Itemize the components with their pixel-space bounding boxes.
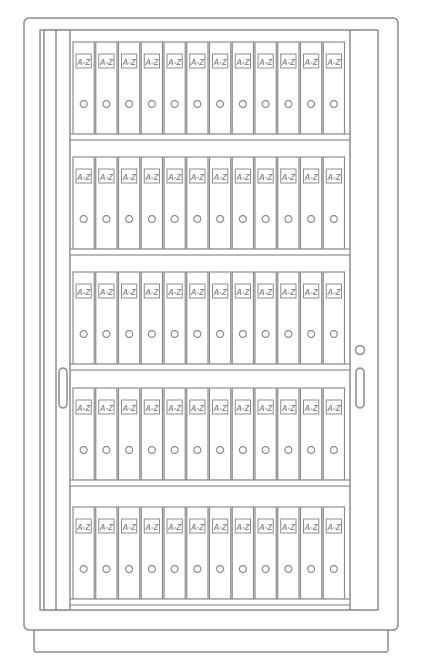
- binder: [187, 272, 208, 364]
- binder: [323, 272, 344, 364]
- binder-label: A-Z: [167, 173, 182, 182]
- binder-icon: [330, 447, 337, 454]
- binder: [301, 157, 322, 249]
- binder-icon: [126, 566, 133, 573]
- binder-icon: [330, 331, 337, 338]
- binder-icon: [148, 331, 155, 338]
- binder: [278, 42, 299, 134]
- binder-label: A-Z: [213, 173, 227, 182]
- binder-icon: [308, 447, 315, 454]
- binder: [119, 42, 140, 134]
- binder-label: A-Z: [258, 288, 273, 297]
- binder-label: A-Z: [190, 523, 205, 532]
- binder: [323, 42, 344, 134]
- binder-label: A-Z: [327, 523, 341, 532]
- binder-label: A-Z: [122, 173, 136, 182]
- binder-icon: [148, 101, 155, 108]
- binder-label: A-Z: [327, 58, 341, 67]
- binder-label: A-Z: [76, 404, 91, 413]
- binder-icon: [148, 566, 155, 573]
- binder: [323, 507, 344, 599]
- binder-label: A-Z: [167, 288, 182, 297]
- binder-icon: [103, 566, 110, 573]
- binder-label: A-Z: [145, 58, 159, 67]
- binder-label: A-Z: [236, 288, 250, 297]
- binder: [119, 507, 140, 599]
- door-handle-icon: [59, 368, 67, 408]
- binder-label: A-Z: [76, 173, 91, 182]
- binder-icon: [194, 216, 201, 223]
- binder-icon: [171, 566, 178, 573]
- binder-label: A-Z: [190, 288, 205, 297]
- binder-label: A-Z: [281, 523, 296, 532]
- binder-icon: [217, 566, 224, 573]
- binder-label: A-Z: [281, 58, 296, 67]
- shelf-board: [70, 364, 350, 370]
- binder: [141, 42, 162, 134]
- binder: [232, 42, 253, 134]
- binder-icon: [80, 216, 87, 223]
- binder-label: A-Z: [327, 288, 341, 297]
- binder: [255, 507, 276, 599]
- binder-label: A-Z: [304, 523, 318, 532]
- binder: [164, 507, 185, 599]
- binder: [232, 388, 253, 480]
- binder: [164, 272, 185, 364]
- binder: [187, 157, 208, 249]
- binder-label: A-Z: [190, 58, 205, 67]
- binder-label: A-Z: [236, 58, 250, 67]
- binder: [210, 272, 231, 364]
- binder-icon: [262, 216, 269, 223]
- binder: [73, 507, 94, 599]
- shelf-board: [70, 249, 350, 255]
- binder: [96, 42, 117, 134]
- binder-icon: [148, 447, 155, 454]
- binder: [210, 157, 231, 249]
- binder-icon: [262, 447, 269, 454]
- binder-icon: [80, 331, 87, 338]
- binder: [73, 157, 94, 249]
- binder-label: A-Z: [99, 58, 114, 67]
- binder: [278, 507, 299, 599]
- binder: [278, 272, 299, 364]
- binder-icon: [308, 101, 315, 108]
- shelf-4: [70, 388, 350, 486]
- binder-label: A-Z: [167, 404, 182, 413]
- binder: [301, 272, 322, 364]
- binder-label: A-Z: [213, 404, 227, 413]
- binder: [232, 507, 253, 599]
- left-door-edge: [44, 30, 70, 610]
- binder-icon: [285, 101, 292, 108]
- binder: [73, 42, 94, 134]
- shelves: [70, 42, 350, 605]
- binder-icon: [103, 101, 110, 108]
- binder-label: A-Z: [304, 404, 318, 413]
- shelf-1: [70, 42, 350, 140]
- binder-label: A-Z: [236, 173, 250, 182]
- binder-icon: [217, 447, 224, 454]
- binder-icon: [194, 101, 201, 108]
- binder: [119, 272, 140, 364]
- binder-icon: [217, 101, 224, 108]
- binder-label: A-Z: [304, 58, 318, 67]
- binder: [210, 388, 231, 480]
- binder-label: A-Z: [76, 523, 91, 532]
- binder-icon: [308, 331, 315, 338]
- binder-label: A-Z: [167, 523, 182, 532]
- binder-icon: [217, 331, 224, 338]
- binder-label: A-Z: [76, 58, 91, 67]
- binder-label: A-Z: [145, 173, 159, 182]
- binder: [301, 388, 322, 480]
- binder: [141, 272, 162, 364]
- binder: [255, 157, 276, 249]
- binder-label: A-Z: [145, 523, 159, 532]
- binder-icon: [262, 101, 269, 108]
- binder-icon: [239, 101, 246, 108]
- binder: [187, 388, 208, 480]
- binder-label: A-Z: [122, 58, 136, 67]
- binder: [96, 388, 117, 480]
- binder-icon: [80, 101, 87, 108]
- binder-label: A-Z: [145, 288, 159, 297]
- binder: [323, 157, 344, 249]
- binder-label: A-Z: [213, 523, 227, 532]
- binder-icon: [148, 216, 155, 223]
- binder-icon: [308, 216, 315, 223]
- binder-icon: [330, 216, 337, 223]
- binder-icon: [239, 331, 246, 338]
- binder: [141, 507, 162, 599]
- binder-icon: [194, 566, 201, 573]
- binder-icon: [80, 566, 87, 573]
- binder: [232, 157, 253, 249]
- binder-icon: [171, 216, 178, 223]
- binder-label: A-Z: [122, 288, 136, 297]
- binder-label: A-Z: [304, 288, 318, 297]
- binder-icon: [239, 447, 246, 454]
- binder-label: A-Z: [281, 288, 296, 297]
- binder-label: A-Z: [258, 404, 273, 413]
- binder-icon: [194, 331, 201, 338]
- binder: [255, 272, 276, 364]
- binder-label: A-Z: [167, 58, 182, 67]
- binder: [141, 388, 162, 480]
- binder: [164, 157, 185, 249]
- binder-label: A-Z: [327, 404, 341, 413]
- binder-icon: [126, 447, 133, 454]
- binder-label: A-Z: [258, 523, 273, 532]
- binder-label: A-Z: [99, 173, 114, 182]
- binder-label: A-Z: [258, 58, 273, 67]
- binder: [141, 157, 162, 249]
- binder-icon: [80, 447, 87, 454]
- binder-label: A-Z: [76, 288, 91, 297]
- binder-icon: [194, 447, 201, 454]
- binder-label: A-Z: [236, 404, 250, 413]
- binder: [210, 507, 231, 599]
- binder-icon: [126, 331, 133, 338]
- shelf-board: [70, 599, 350, 605]
- binder: [255, 388, 276, 480]
- binder-label: A-Z: [190, 404, 205, 413]
- binder: [301, 42, 322, 134]
- binder-icon: [285, 447, 292, 454]
- binder-label: A-Z: [190, 173, 205, 182]
- shelf-5: [70, 507, 350, 605]
- binder: [323, 388, 344, 480]
- binder: [164, 388, 185, 480]
- binder-label: A-Z: [99, 288, 114, 297]
- right-door-edge: [350, 30, 378, 610]
- binder-icon: [217, 216, 224, 223]
- binder: [278, 157, 299, 249]
- binder-label: A-Z: [281, 173, 296, 182]
- shelf-3: [70, 272, 350, 370]
- binder-icon: [171, 101, 178, 108]
- binder: [96, 272, 117, 364]
- binder-label: A-Z: [122, 404, 136, 413]
- shelf-2: [70, 157, 350, 255]
- binder-icon: [262, 566, 269, 573]
- binder-label: A-Z: [213, 58, 227, 67]
- door-handle-icon: [356, 368, 364, 408]
- binder-icon: [262, 331, 269, 338]
- binder-icon: [103, 447, 110, 454]
- binder: [119, 157, 140, 249]
- binder-icon: [126, 216, 133, 223]
- binder-label: A-Z: [327, 173, 341, 182]
- binder-icon: [171, 447, 178, 454]
- binder-label: A-Z: [145, 404, 159, 413]
- binder-icon: [308, 566, 315, 573]
- binder: [187, 507, 208, 599]
- binder-icon: [330, 566, 337, 573]
- binder: [301, 507, 322, 599]
- binder: [255, 42, 276, 134]
- binder-label: A-Z: [213, 288, 227, 297]
- binder-label: A-Z: [99, 404, 114, 413]
- binder-icon: [171, 331, 178, 338]
- binder-icon: [330, 101, 337, 108]
- binder: [73, 388, 94, 480]
- binder-icon: [239, 566, 246, 573]
- binder: [232, 272, 253, 364]
- binder: [210, 42, 231, 134]
- binder: [187, 42, 208, 134]
- binder: [164, 42, 185, 134]
- binder: [96, 507, 117, 599]
- binder-label: A-Z: [258, 173, 273, 182]
- shelf-board: [70, 134, 350, 140]
- binder-icon: [285, 331, 292, 338]
- binder: [278, 388, 299, 480]
- binder: [96, 157, 117, 249]
- binder-icon: [285, 566, 292, 573]
- binder: [73, 272, 94, 364]
- binder-label: A-Z: [122, 523, 136, 532]
- binder-label: A-Z: [99, 523, 114, 532]
- binder-icon: [103, 216, 110, 223]
- binder-icon: [285, 216, 292, 223]
- binder-icon: [103, 331, 110, 338]
- binder-icon: [126, 101, 133, 108]
- binder: [119, 388, 140, 480]
- lock-icon: [356, 346, 365, 355]
- binder-label: A-Z: [281, 404, 296, 413]
- binder-icon: [239, 216, 246, 223]
- binder-label: A-Z: [236, 523, 250, 532]
- shelf-board: [70, 480, 350, 486]
- binder-label: A-Z: [304, 173, 318, 182]
